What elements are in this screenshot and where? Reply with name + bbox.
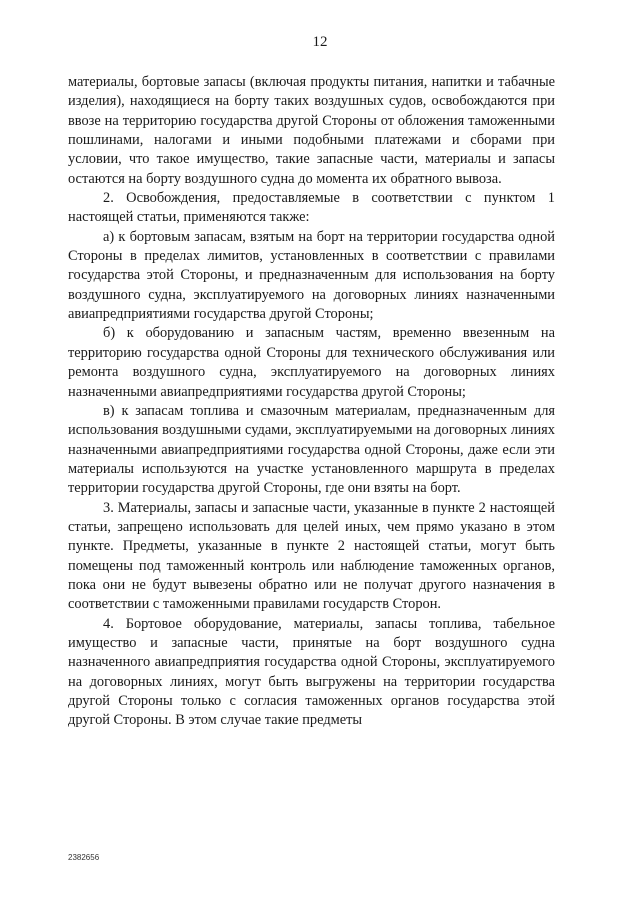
paragraph-clause-2a: а) к бортовым запасам, взятым на борт на территории государства одной Стороны в пределах лимитов, установленных в соответствии с правилами государства этой Стороны, и предназначенным для использования на борту воздушного судна, эксплуатируемого на договорных линиях назначенными авиапредприятиями государства другой Стороны; (68, 228, 555, 323)
paragraph-clause-2b: б) к оборудованию и запасным частям, временно ввезенным на территорию государства одной Стороны для технического обслуживания или ремонта воздушного судна, эксплуатируемого на договорных линиях назначенными авиапредприятиями государства другой Стороны; (68, 325, 555, 400)
paragraph-clause-2: 2. Освобождения, предоставляемые в соответствии с пунктом 1 настоящей статьи, применяются также: (68, 190, 555, 226)
document-footer-code: 2382656 (68, 853, 100, 862)
paragraph-clause-4: 4. Бортовое оборудование, материалы, запасы топлива, табельное имущество и запасные части, принятые на борт воздушного судна назначенного авиапредприятия государства одной Стороны, эксплуатируемого на договорных линиях, могут быть выгружены на территории государства другой Стороны только с согласия таможенных органов государства этой другой Стороны. В этом случае такие предметы (68, 615, 555, 729)
paragraph-clause-3: 3. Материалы, запасы и запасные части, указанные в пункте 2 настоящей статьи, запрещено использовать для целей иных, чем прямо указано в этом пункте. Предметы, указанные в пункте 2 настоящей статьи, могут быть помещены под таможенный контроль или наблюдение таможенных органов, пока они не будут вывезены обратно или не получат другого назначения в соответствии с таможенными правилами государств Сторон. (68, 499, 555, 613)
page-number: 12 (312, 34, 328, 50)
document-body (68, 73, 555, 731)
paragraph-continuation: материалы, бортовые запасы (включая продукты питания, напитки и табачные изделия), находящиеся на борту таких воздушных судов, освобождаются при ввозе на территорию государства другой Стороны от обложения таможенными пошлинами, налогами и иными подобными платежами и сборами при условии, что такое имущество, такие запасные части, материалы и запасы остаются на борту воздушного судна до момента их обратного вывоза. (68, 74, 555, 187)
paragraph-clause-2v: в) к запасам топлива и смазочным материалам, предназначенным для использования воздушными судами, эксплуатируемыми на договорных линиях назначенными авиапредприятиями государства одной Стороны, даже если эти материалы используются на участке установленного маршрута в пределах территории государства другой Стороны, где они взяты на борт. (68, 402, 555, 497)
